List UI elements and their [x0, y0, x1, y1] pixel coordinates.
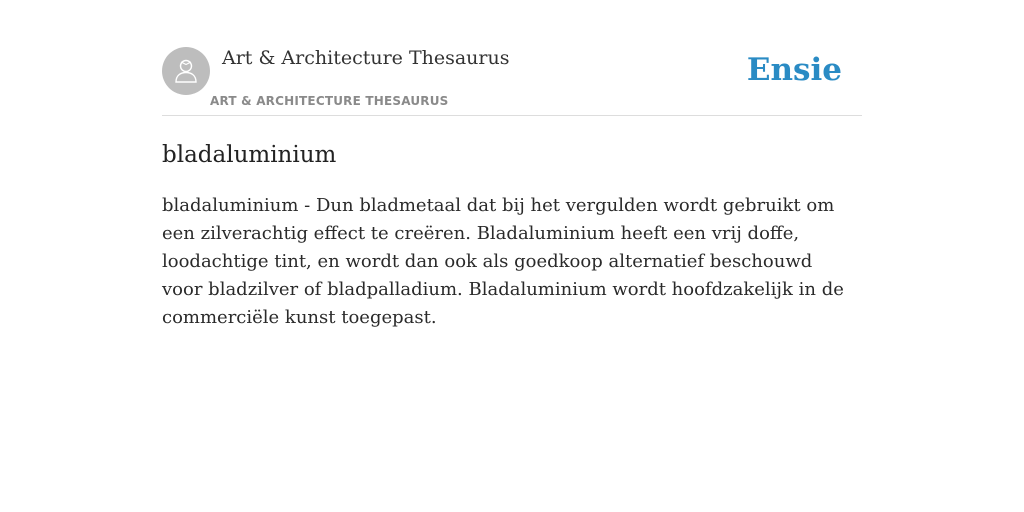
- entry-term: bladaluminium: [162, 142, 337, 168]
- user-icon: [171, 56, 201, 86]
- avatar[interactable]: [162, 47, 210, 95]
- entry-definition: bladaluminium - Dun bladmetaal dat bij het vergulden wordt gebruikt om een zilverachtig effect te creëren. Bladaluminium heeft een vrij doffe, loodachtige tint, en wordt dan ook als goedkoop alternatief beschouwd voor bladzilver of bladpalladium. Bladaluminium wordt hoofdzakelijk in de commerciële kunst toegepast.: [162, 195, 844, 328]
- source-title-link[interactable]: Art & Architecture Thesaurus: [222, 47, 510, 69]
- page-container: [162, 0, 862, 328]
- source-subtitle: ART & ARCHITECTURE THESAURUS: [210, 94, 449, 108]
- header: [162, 0, 862, 116]
- ensie-logo[interactable]: Ensie: [746, 52, 842, 88]
